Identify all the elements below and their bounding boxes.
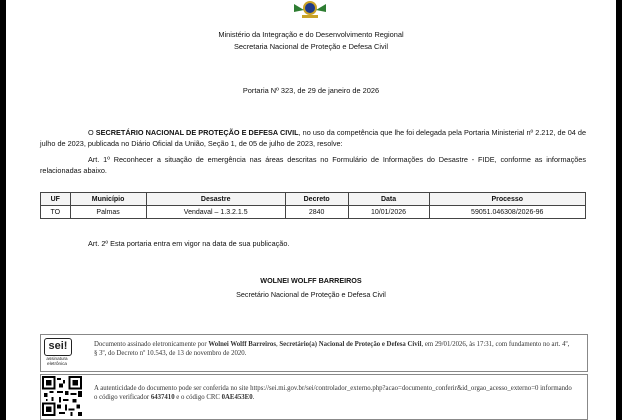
esig-role: Secretário(a) Nacional de Proteção e Defesa Civil [279, 341, 422, 348]
intro-text: , no uso da competência que lhe foi delegada pela Portaria Ministerial nº 2.212, de 04 de julho de 2023, publicada no Diário Oficial da União, Seção 1, de 05 de julho de 2023, resolve: [40, 128, 587, 148]
intro-prefix: O [88, 128, 96, 137]
ministry-name: Ministério da Integração e do Desenvolvimento Regional [218, 30, 404, 39]
secretariat-name: Secretaria Nacional de Proteção e Defesa Civil [233, 42, 389, 51]
sei-logo [42, 337, 82, 367]
signer-name: WOLNEI WOLFF BARREIROS [260, 276, 362, 285]
cell-municipio: Palmas [70, 206, 146, 219]
header-decreto: Decreto [285, 193, 348, 206]
disaster-table [40, 192, 586, 219]
header-processo: Processo [429, 193, 586, 206]
header-uf: UF [41, 193, 71, 206]
intro-authority: SECRETÁRIO NACIONAL DE PROTEÇÃO E DEFESA CIVIL [95, 128, 299, 137]
coat-of-arms-icon [288, 0, 332, 20]
table-row [41, 206, 586, 219]
crc-code: 0AE453E0 [221, 394, 253, 401]
portaria-title: Portaria Nº 323, de 29 de janeiro de 2026 [242, 86, 380, 95]
cell-decreto: 2840 [285, 206, 348, 219]
header-municipio: Município [70, 193, 146, 206]
esig-text-3: , em 29/01/2026, às 17:31, com fundamento no art. 4º, § 3º, do Decreto nº 10.543, de 13 de novembro de 2020. [94, 341, 570, 357]
signer-role: Secretário Nacional de Proteção e Defesa Civil [236, 290, 386, 299]
auth-text-1: A autenticidade do documento pode ser conferida no site https://sei.mi.gov.br/sei/controlador_externo.php?acao=documento_conferir&id_orgao_acesso_externo=0 informando o código verificador [94, 385, 572, 401]
esig-text-2: , [275, 341, 280, 348]
qr-code-icon [42, 376, 82, 416]
esig-name: Wolnei Wolff Barreiros [208, 341, 276, 348]
table-header-row [41, 193, 586, 206]
authenticity-text [94, 384, 572, 402]
cell-processo: 59051.046308/2026-96 [429, 206, 586, 219]
sei-logo-mark: sei! [44, 338, 72, 356]
cell-uf: TO [41, 206, 71, 219]
sei-logo-caption: assinatura eletrônica [46, 356, 68, 366]
cell-desastre: Vendaval – 1.3.2.1.5 [146, 206, 285, 219]
article-1: Art. 1º Reconhecer a situação de emergência nas áreas descritas no Formulário de Informações do Desastre - FIDE, conforme as informações relacionadas abaixo. [40, 155, 586, 175]
auth-text-2: e o código CRC [174, 394, 222, 401]
document-page [6, 0, 616, 420]
verification-code: 6437410 [150, 394, 175, 401]
electronic-signature-text [94, 340, 572, 358]
article-2: Art. 2º Esta portaria entra em vigor na data de sua publicação. [88, 239, 290, 248]
cell-data: 10/01/2026 [348, 206, 429, 219]
header-desastre: Desastre [146, 193, 285, 206]
auth-text-3: . [252, 394, 255, 401]
intro-paragraph [40, 128, 586, 149]
esig-text-1: Documento assinado eletronicamente por [94, 341, 209, 348]
header-data: Data [348, 193, 429, 206]
